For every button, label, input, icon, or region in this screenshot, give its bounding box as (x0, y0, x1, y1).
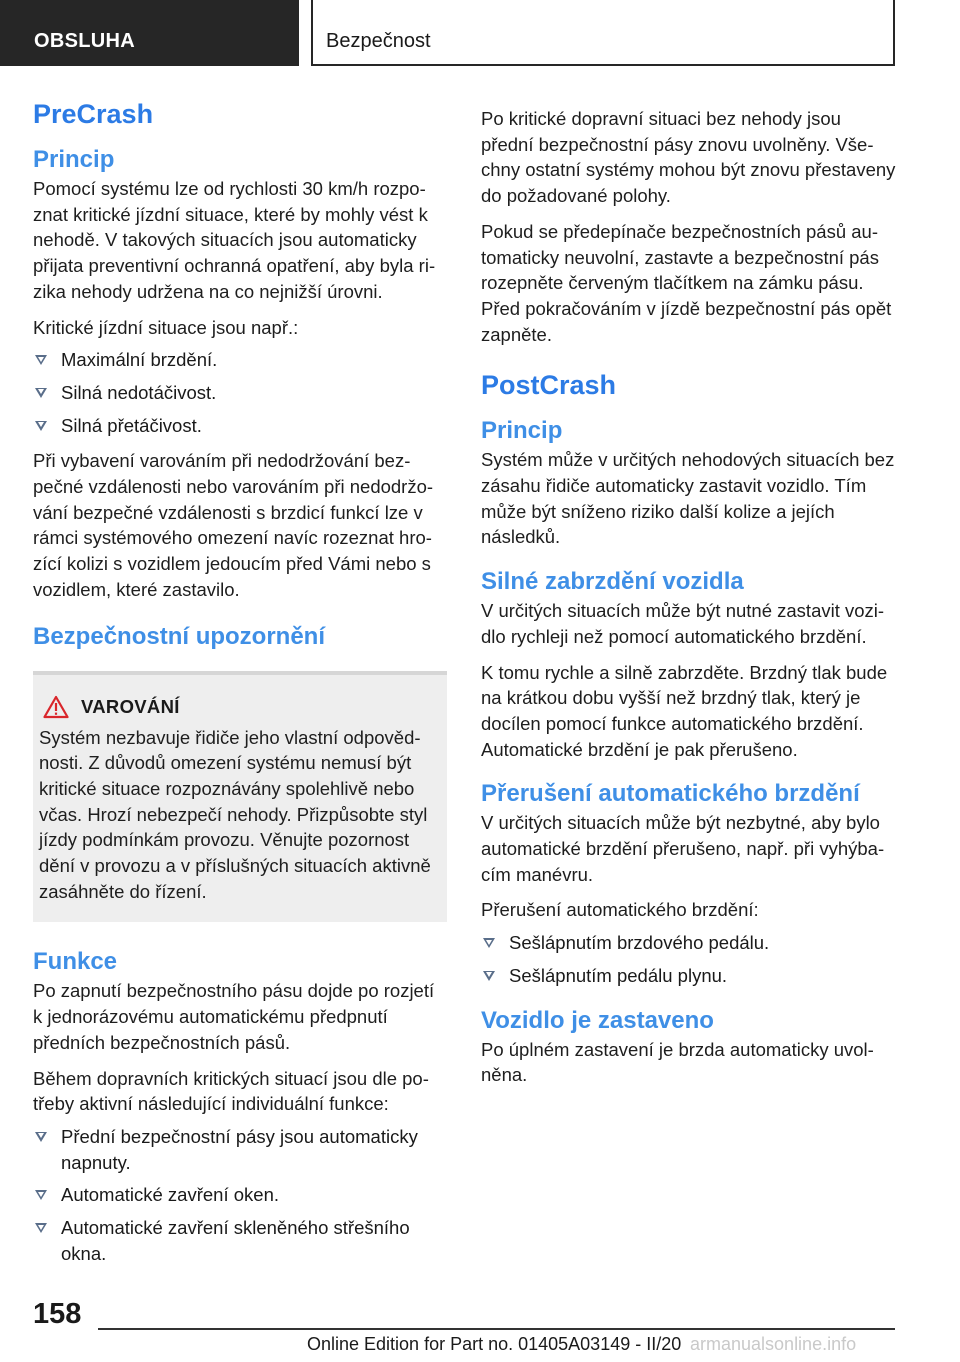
bullet-arrow-icon (35, 421, 47, 431)
watermark-text: armanualsonline.info (690, 1334, 857, 1354)
bullet-arrow-icon (35, 388, 47, 398)
interrupt-braking-paragraph-1: V určitých situacích může být nezbytné, aby bylo automatické brzdění přerušeno, např. při vyhýbacím manévru. (481, 812, 885, 885)
section-tab[interactable] (0, 0, 299, 66)
interrupt-list (481, 930, 897, 988)
list-item: Silná nedotáčivost. (33, 380, 447, 406)
bullet-arrow-icon (35, 355, 47, 365)
safety-heading: Bezpečnostní upozornění (33, 622, 326, 650)
right-column (481, 106, 897, 1088)
bullet-arrow-icon (35, 1132, 47, 1142)
list-item: Sešlápnutím pedálu plynu. (481, 963, 897, 989)
footer-rule (98, 1328, 895, 1330)
list-item: Přední bezpečnostní pásy jsou automaticky napnuty. (33, 1124, 447, 1175)
edition-text: Online Edition for Part no. 01405A03149 - II/20 (307, 1334, 682, 1354)
bullet-arrow-icon (483, 938, 495, 948)
critical-situations-list (33, 347, 447, 438)
release-paragraph: Po kritické dopravní situaci bez nehody jsou přední bezpečnostní pásy znovu uvolněny. Všechny ostatní systémy mohou být znovu přestaveny do požadované polohy. (481, 108, 896, 207)
list-item: Silná přetáčivost. (33, 413, 447, 439)
list-item: Maximální brzdění. (33, 347, 447, 373)
funkce-list (33, 1124, 447, 1267)
princip-paragraph-1: Pomocí systému lze od rychlosti 30 km/h rozpoznat kritické jízdní situace, které by mohly vést k nehodě. V takových situacích jsou automaticky přijata preventivní ochranná opatření, aby byla rizika nehody udržena na co nejnižší úrovni. (33, 178, 436, 302)
bullet-arrow-icon (35, 1223, 47, 1233)
header-divider (311, 0, 313, 66)
princip-heading: Princip (33, 146, 115, 173)
warning-header (43, 695, 437, 719)
princip-paragraph-2: Kritické jízdní situace jsou např.: (33, 316, 299, 338)
funkce-paragraph-2: Během dopravních kritických situací jsou dle potřeby aktivní následující individuální funkce: (33, 1067, 429, 1115)
bullet-arrow-icon (35, 1190, 47, 1200)
pretensioner-paragraph: Pokud se předepínače bezpečnostních pásů automaticky neuvolní, zastavte a bezpečnostní pás rozepněte červeným tlačítkem na zámku pásu. Před pokračováním v jízdě bezpečnostní pás opět zapněte. (481, 220, 892, 345)
hard-braking-heading: Silné zabrzdění vozidla (481, 568, 744, 596)
vehicle-stopped-paragraph: Po úplném zastavení je brzda automaticky uvolněna. (481, 1038, 874, 1086)
header-right-border (893, 0, 895, 66)
hard-braking-paragraph-1: V určitých situacích může být nutné zastavit vozidlo rychleji než pomocí automatického brzdění. (481, 600, 885, 647)
left-column (33, 96, 447, 1267)
interrupt-braking-paragraph-2: Přerušení automatického brzdění: (481, 899, 759, 921)
funkce-heading: Funkce (33, 948, 118, 976)
warning-title: VAROVÁNÍ (81, 695, 180, 717)
bullet-arrow-icon (483, 971, 495, 981)
hard-braking-paragraph-2: K tomu rychle a silně zabrzděte. Brzdný tlak bude na krátkou dobu vyšší než brzdný tlak, který je docílen pomocí funkce automatického brzdění. Automatické brzdění je pak přerušeno. (481, 661, 888, 760)
warning-text: Systém nezbavuje řidiče jeho vlastní odpovědnosti. Z důvodů omezení systému nemusí být kritické situace rozpoznávány spolehlivě nebo včas. Hrozí nebezpečí nehody. Přizpůsobte styl jízdy podmínkám provozu. Věnujte pozornost dění v provozu a v příslušných situacích aktivně zasáhněte do řízení. (39, 726, 431, 902)
list-item: Automatické zavření skleněného střešního okna. (33, 1215, 447, 1266)
warning-box (33, 671, 447, 923)
header-underline (311, 64, 895, 66)
chapter-title: Bezpečnost (326, 30, 431, 52)
page-header (0, 0, 960, 66)
postcrash-princip-heading: Princip (481, 417, 563, 445)
interrupt-braking-heading: Přerušení automatického brzdění (481, 780, 860, 808)
page-number: 158 (33, 1298, 82, 1330)
list-item: Automatické zavření oken. (33, 1182, 447, 1208)
funkce-paragraph-1: Po zapnutí bezpečnostního pásu dojde po rozjetí k jednorázovému automatickému předpnutí předních bezpečnostních pásů. (33, 980, 435, 1053)
vehicle-stopped-heading: Vozidlo je zastaveno (481, 1006, 714, 1034)
section-tab-label: OBSLUHA (34, 30, 135, 52)
postcrash-princip-paragraph: Systém může v určitých nehodových situacích bez zásahu řidiče automaticky zastavit vozidlo. Tím může být sníženo riziko další kolize a jejích následků. (481, 449, 895, 548)
postcrash-heading: PostCrash (481, 370, 617, 401)
precrash-heading: PreCrash (33, 99, 154, 129)
princip-paragraph-3: Při vybavení varováním při nedodržování bezpečné vzdálenosti nebo varováním při nedodržování bezpečné vzdálenosti s brzdicí funkcí lze v rámci systémového omezení navíc rozeznat hrozící kolizi s vozidlem jedoucím před Vámi nebo s vozidlem, které zastavilo. (33, 450, 434, 600)
warning-triangle-icon (43, 695, 69, 719)
list-item: Sešlápnutím brzdového pedálu. (481, 930, 897, 956)
